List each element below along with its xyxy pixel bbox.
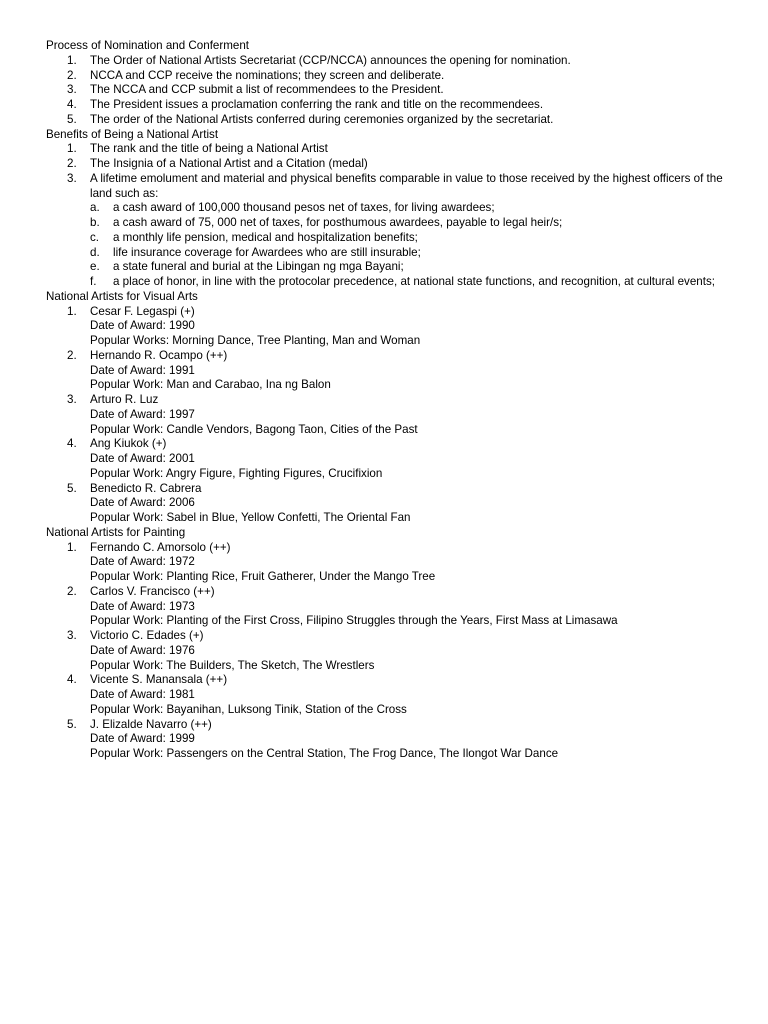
popular-works: Popular Work: Sabel in Blue, Yellow Confetti, The Oriental Fan: [90, 511, 411, 524]
artist-entry: 1. Fernando C. Amorsolo (++) Date of Award: 1972 Popular Work: Planting Rice, Fruit Gatherer, Under the Mango Tree: [46, 541, 736, 585]
artist-name: Arturo R. Luz: [90, 393, 159, 406]
award-date: Date of Award: 1972: [90, 555, 195, 569]
list-item: 4. The President issues a proclamation conferring the rank and title on the recommendees.: [67, 98, 544, 111]
popular-works: Popular Works: Morning Dance, Tree Planting, Man and Woman: [90, 334, 421, 347]
list-item: 5. The order of the National Artists conferred during ceremonies organized by the secretariat.: [67, 112, 554, 126]
section-heading-benefits: Benefits of Being a National Artist: [46, 127, 219, 141]
list-item: 3. A lifetime emolument and material and physical benefits comparable in value to those received by the highest officers of the land such as: a. a cash award of 100,000 thousand pesos net of taxes, for living awardees; b. a cash award of 75, 000 net of taxes, for posthumous awardees, payable to legal heir/s; c. a monthly life pension, medical and hospitalization benefits; d. life insurance coverage for Awardees who are still insurable; e. a state funeral and burial at the Libingan ng mga Bayani; f. a place of honor, in line with the protocolar precedence, at national state functions, and recognition, at cultural events;: [46, 172, 736, 290]
popular-works: Popular Work: Candle Vendors, Bagong Taon, Cities of the Past: [90, 422, 418, 436]
award-date: Date of Award: 1976: [90, 643, 195, 657]
section-heading-painting: National Artists for Painting: [46, 525, 186, 539]
artist-name: Cesar F. Legaspi (+): [90, 304, 195, 318]
award-date: Date of Award: 1991: [90, 363, 195, 377]
popular-works: Popular Work: Planting of the First Cross, Filipino Struggles through the Years, First Mass at Limasawa: [90, 614, 618, 628]
popular-works: Popular Work: Bayanihan, Luksong Tinik, Station of the Cross: [90, 702, 407, 716]
list-item: 2. NCCA and CCP receive the nominations; they screen and deliberate.: [67, 68, 445, 82]
list-item: 1. The rank and the title of being a National Artist: [67, 142, 328, 156]
benefits-list: [46, 142, 736, 290]
sublist-item: f. a place of honor, in line with the protocolar precedence, at national state functions, and recognition, at cultural events;: [90, 275, 715, 288]
artist-name: Vicente S. Manansala (++): [90, 673, 228, 687]
document-page: [46, 39, 736, 762]
process-list: [46, 54, 736, 128]
artist-entry: 5. Benedicto R. Cabrera Date of Award: 2006 Popular Work: Sabel in Blue, Yellow Confetti, The Oriental Fan: [46, 482, 736, 526]
sublist-item: d. life insurance coverage for Awardees who are still insurable;: [90, 245, 421, 259]
popular-works: Popular Work: Passengers on the Central Station, The Frog Dance, The Ilongot War Dance: [90, 747, 559, 760]
award-date: Date of Award: 1990: [90, 319, 195, 333]
sublist-item: c. a monthly life pension, medical and hospitalization benefits;: [90, 230, 418, 244]
popular-works: Popular Work: The Builders, The Sketch, The Wrestlers: [90, 658, 375, 672]
popular-works: Popular Work: Angry Figure, Fighting Figures, Crucifixion: [90, 466, 383, 480]
award-date: Date of Award: 1981: [90, 688, 195, 701]
artist-name: Ang Kiukok (+): [90, 437, 167, 451]
artist-name: Benedicto R. Cabrera: [90, 481, 202, 495]
sublist-item: a. a cash award of 100,000 thousand pesos net of taxes, for living awardees;: [90, 201, 495, 215]
sublist-item: e. a state funeral and burial at the Libingan ng mga Bayani;: [90, 260, 404, 274]
artist-name: Hernando R. Ocampo (++): [90, 348, 228, 362]
award-date: Date of Award: 2006: [90, 496, 195, 510]
section-heading-visual-arts: National Artists for Visual Arts: [46, 289, 198, 303]
section-heading-process: Process of Nomination and Conferment: [46, 39, 249, 52]
benefits-sublist: [90, 201, 736, 290]
popular-works: Popular Work: Planting Rice, Fruit Gatherer, Under the Mango Tree: [90, 570, 436, 583]
artist-entry: 4. Ang Kiukok (+) Date of Award: 2001 Popular Work: Angry Figure, Fighting Figures, Crucifixion: [46, 437, 736, 481]
artist-entry: 3. Arturo R. Luz Date of Award: 1997 Popular Work: Candle Vendors, Bagong Taon, Cities of the Past: [46, 393, 736, 437]
artist-entry: 2. Hernando R. Ocampo (++) Date of Award: 1991 Popular Work: Man and Carabao, Ina ng Balon: [46, 349, 736, 393]
painting-list: [46, 541, 736, 762]
artist-name: Fernando C. Amorsolo (++): [90, 540, 231, 554]
artist-name: Carlos V. Francisco (++): [90, 584, 215, 598]
artist-entry: 4. Vicente S. Manansala (++) Date of Award: 1981 Popular Work: Bayanihan, Luksong Tinik, Station of the Cross: [46, 673, 736, 717]
award-date: Date of Award: 1997: [90, 407, 195, 421]
artist-entry: 1. Cesar F. Legaspi (+) Date of Award: 1990 Popular Works: Morning Dance, Tree Planting, Man and Woman: [46, 305, 736, 349]
artist-name: Victorio C. Edades (+): [90, 629, 204, 642]
list-item: 2. The Insignia of a National Artist and a Citation (medal): [67, 157, 368, 170]
artist-name: J. Elizalde Navarro (++): [90, 717, 212, 731]
sublist-item: b. a cash award of 75, 000 net of taxes, for posthumous awardees, payable to legal heir/s;: [90, 216, 563, 229]
list-item: 1. The Order of National Artists Secretariat (CCP/NCCA) announces the opening for nomination.: [67, 53, 571, 67]
award-date: Date of Award: 2001: [90, 452, 195, 465]
artist-entry: 5. J. Elizalde Navarro (++) Date of Award: 1999 Popular Work: Passengers on the Central Station, The Frog Dance, The Ilongot War Dance: [46, 718, 736, 762]
artist-entry: 3. Victorio C. Edades (+) Date of Award: 1976 Popular Work: The Builders, The Sketch, The Wrestlers: [46, 629, 736, 673]
popular-works: Popular Work: Man and Carabao, Ina ng Balon: [90, 378, 331, 392]
artist-entry: 2. Carlos V. Francisco (++) Date of Award: 1973 Popular Work: Planting of the First Cross, Filipino Struggles through the Years, First Mass at Limasawa: [46, 585, 736, 629]
list-item: 3. The NCCA and CCP submit a list of recommendees to the President.: [67, 83, 444, 97]
award-date: Date of Award: 1999: [90, 732, 195, 746]
visual-arts-list: [46, 305, 736, 526]
award-date: Date of Award: 1973: [90, 599, 195, 613]
